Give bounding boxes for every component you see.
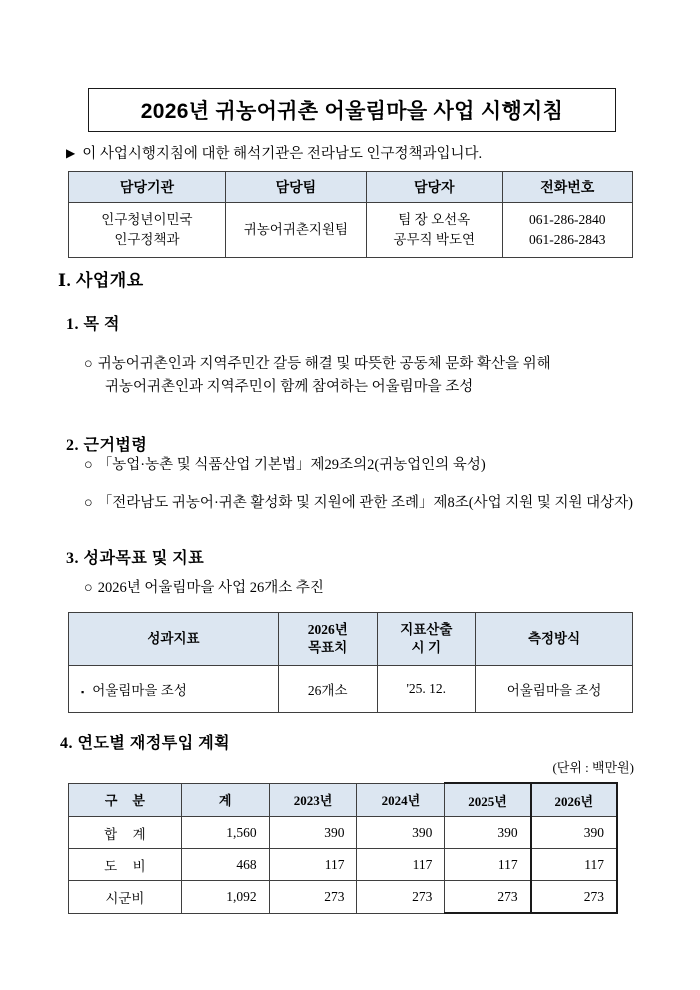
budget-total-sum: 1,560 (181, 817, 269, 849)
perf-cell-indicator (69, 666, 279, 713)
contact-cell-agency (69, 203, 226, 258)
circle-bullet-icon: ○ (84, 495, 93, 511)
budget-province-2026: 117 (531, 849, 617, 881)
agency-line-2: 인구정책과 (114, 232, 180, 247)
contact-header-person: 담당자 (366, 172, 502, 203)
intro-text: 이 사업시행지침에 대한 해석기관은 전라남도 인구정책과입니다. (82, 146, 483, 162)
contact-table (68, 171, 633, 258)
budget-province-2023: 117 (269, 849, 357, 881)
phone-line-2: 061-286-2843 (529, 232, 606, 247)
contact-header-team: 담당팀 (225, 172, 366, 203)
table-row (69, 849, 618, 881)
contact-header-phone: 전화번호 (502, 172, 632, 203)
budget-row-label-province: 도 비 (69, 849, 182, 881)
circle-bullet-icon: ○ (84, 457, 93, 473)
perf-cell-method: 어울림마을 조성 (476, 666, 633, 713)
legal-basis-item-2 (84, 492, 664, 515)
page-title: 2026년 귀농어귀촌 어울림마을 사업 시행지침 (140, 100, 564, 123)
perf-cell-target: 26개소 (278, 666, 377, 713)
subsection-heading-purpose: 1. 목 적 (66, 316, 120, 333)
square-bullet-icon: ▪ (81, 686, 85, 697)
person-line-1: 팀 장 오선옥 (398, 212, 471, 228)
perf-header-calc-line1: 지표산출 (400, 621, 453, 637)
budget-total-2025: 390 (445, 817, 531, 849)
legal-basis-text-2: 「전라남도 귀농어·귀촌 활성화 및 지원에 관한 조례」제8조(사업 지원 및 지원 대상자) (97, 495, 633, 511)
table-header-row (69, 613, 633, 666)
purpose-bullet (84, 353, 644, 400)
table-row (69, 203, 633, 258)
budget-unit-note: (단위 : 백만원) (552, 760, 634, 775)
budget-province-2025: 117 (445, 849, 531, 881)
legal-basis-text-1: 「농업·농촌 및 식품산업 기본법」제29조의2(귀농업인의 육성) (97, 457, 486, 473)
contact-cell-phone (502, 203, 632, 258)
perf-indicator-text: 어울림마을 조성 (92, 683, 187, 698)
phone-line-1: 061-286-2840 (529, 212, 606, 228)
table-header-row (69, 783, 618, 817)
circle-bullet-icon: ○ (84, 356, 93, 372)
intro-statement (66, 142, 482, 163)
purpose-line-2: 귀농어귀촌인과 지역주민이 함께 참여하는 어울림마을 조성 (105, 379, 474, 396)
budget-header-total: 계 (181, 783, 269, 817)
budget-header-category: 구 분 (69, 783, 182, 817)
table-header-row (69, 172, 633, 203)
budget-province-sum: 468 (181, 849, 269, 881)
budget-total-2023: 390 (269, 817, 357, 849)
budget-row-label-city: 시군비 (69, 881, 182, 914)
document-title-box (88, 88, 616, 132)
perf-cell-calc-time: '25. 12. (377, 666, 476, 713)
performance-bullet-text: 2026년 어울림마을 사업 26개소 추진 (97, 580, 324, 596)
perf-header-target-line1: 2026년 (307, 621, 348, 637)
contact-cell-team: 귀농어귀촌지원팀 (225, 203, 366, 258)
budget-total-2026: 390 (531, 817, 617, 849)
budget-city-2025: 273 (445, 881, 531, 914)
section-heading-overview: Ⅰ. 사업개요 (58, 271, 144, 290)
budget-row-label-total: 합 계 (69, 817, 182, 849)
legal-basis-item-1 (84, 454, 654, 477)
budget-total-2024: 390 (357, 817, 445, 849)
table-row (69, 817, 618, 849)
budget-city-2026: 273 (531, 881, 617, 914)
perf-header-calc-line2: 시 기 (411, 640, 442, 655)
performance-indicator-table (68, 612, 633, 713)
perf-header-method: 측정방식 (476, 613, 633, 666)
budget-header-2026: 2026년 (531, 783, 617, 817)
perf-header-target-line2: 목표치 (308, 640, 348, 655)
budget-city-2023: 273 (269, 881, 357, 914)
budget-plan-table (68, 782, 618, 914)
subsection-heading-budget: 4. 연도별 재정투입 계획 (60, 735, 231, 752)
person-line-2: 공무직 박도연 (393, 232, 476, 247)
budget-city-sum: 1,092 (181, 881, 269, 914)
performance-bullet (84, 577, 324, 600)
contact-header-agency: 담당기관 (69, 172, 226, 203)
table-row (69, 881, 618, 914)
perf-header-indicator: 성과지표 (69, 613, 279, 666)
subsection-heading-legal-basis: 2. 근거법령 (66, 437, 148, 454)
purpose-line-1: 귀농어귀촌인과 지역주민간 갈등 해결 및 따뜻한 공동체 문화 확산을 위해 (97, 356, 551, 372)
circle-bullet-icon: ○ (84, 580, 93, 596)
budget-header-2025: 2025년 (445, 783, 531, 817)
contact-cell-person (366, 203, 502, 258)
triangle-bullet-icon: ▶ (66, 146, 76, 160)
budget-province-2024: 117 (357, 849, 445, 881)
subsection-heading-performance: 3. 성과목표 및 지표 (66, 550, 205, 567)
budget-header-2023: 2023년 (269, 783, 357, 817)
table-row (69, 666, 633, 713)
budget-header-2024: 2024년 (357, 783, 445, 817)
budget-city-2024: 273 (357, 881, 445, 914)
agency-line-1: 인구청년이민국 (101, 212, 193, 228)
perf-header-target (278, 613, 377, 666)
perf-header-calc-time (377, 613, 476, 666)
